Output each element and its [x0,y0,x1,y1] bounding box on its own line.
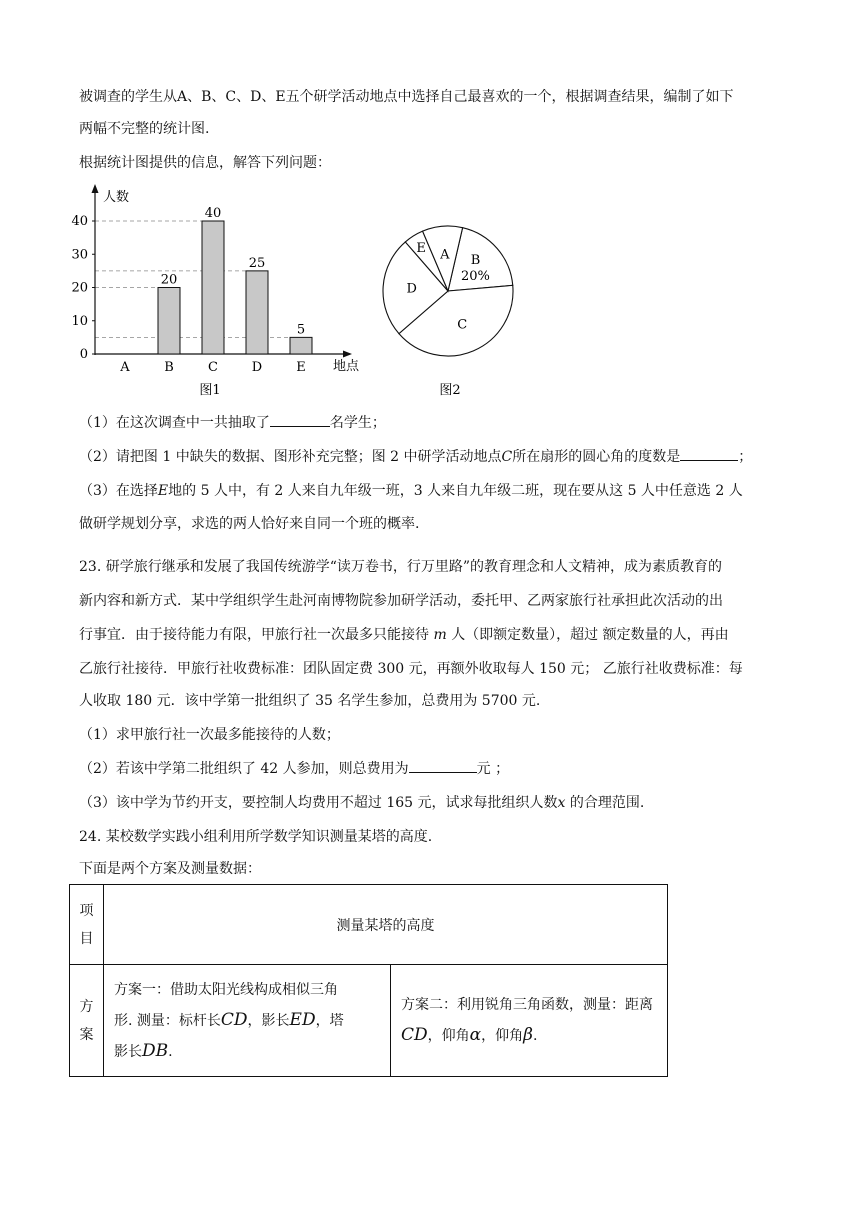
y-tick-label: 30 [71,247,88,263]
table-title: 测量某塔的高度 [104,885,668,965]
bar-data-label: 5 [296,322,306,338]
bar-chart-caption: 图1 [199,383,221,398]
pie-slice-label: A [440,247,450,263]
intro-line-1: 被调查的学生从A、B、C、D、E五个研学活动地点中选择自己最喜欢的一个，根据调查结果，编制了如下 [79,89,734,105]
q23-line-1: 23. 研学旅行继承和发展了我国传统游学“读万卷书，行万里路”的教育理念和人文精神，成为素质教育的 [79,559,723,575]
pie-slice-label: E [416,241,426,257]
bar-B [158,288,180,355]
bar-data-label: 20 [160,272,178,288]
q23-part-2: （2）若该中学第二批组织了 42 人参加，则总费用为 元 ； [79,758,509,780]
answer-blank[interactable] [270,412,330,427]
bar-category-label: C [208,360,218,375]
pie-slice-label: C [457,317,468,333]
pie-slice-value-label: 20% [461,269,490,285]
pie-slice-label: D [406,281,417,297]
pie-chart [370,220,530,400]
bar-D [246,271,268,354]
table-head-item: 项 目 [70,885,104,965]
q23-line-4: 乙旅行社接待．甲旅行社收费标准：团队固定费 300 元，再额外收取每人 150 元； 乙旅行社收费标准：每 [79,661,743,677]
bar-chart-ylabel: 人数 [103,190,130,205]
plan-one-cell: 方案一：借助太阳光线构成相似三角 形. 测量：标杆长CD，影长ED，塔 影长DB. [104,965,391,1077]
q23-line-3: 行事宜．由于接待能力有限，甲旅行社一次最多只能接待 m 人（即额定数量），超过 额定数量的人，再由 [79,627,729,643]
bar-data-label: 40 [204,206,222,221]
q22-part-1: （1）在这次调查中一共抽取了 名学生； [79,412,386,434]
pie-slice-label: B [470,253,481,269]
measurement-table [69,884,668,1077]
bar-category-label: E [296,360,306,375]
answer-blank[interactable] [409,758,477,773]
y-tick-label: 40 [71,214,88,229]
q23-part-3: （3）该中学为节约开支，要控制人均费用不超过 165 元，试求每批组织人数x 的合理范围. [79,795,645,811]
plan-two-cell: 方案二：利用锐角三角函数，测量：距离 CD，仰角α，仰角β. [391,965,668,1077]
answer-blank[interactable] [680,446,738,461]
q23-line-2: 新内容和新方式．某中学组织学生赴河南博物院参加研学活动，委托甲、乙两家旅行社承担此次活动的出 [79,593,723,609]
pie-chart-caption: 图2 [439,383,461,398]
bar-category-label: D [251,360,263,375]
bar-E [290,337,312,354]
y-tick-label: 0 [79,347,88,362]
bar-C [202,221,224,354]
q23-line-5: 人收取 180 元．该中学第一批组织了 35 名学生参加，总费用为 5700 元. [79,693,541,709]
table-head-plan: 方 案 [70,965,104,1077]
q22-part-2: （2）请把图 1 中缺失的数据、图形补充完整；图 2 中研学活动地点C所在扇形的圆心角的度数是 ； [79,446,752,468]
bar-data-label: 25 [248,255,266,271]
q24-line-1: 24. 某校数学实践小组利用所学数学知识测量某塔的高度. [79,829,433,845]
bar-chart-xlabel: 地点 [333,359,360,374]
q23-part-1: （1）求甲旅行社一次最多能接待的人数； [79,727,340,743]
q22-part-3: （3）在选择E地的 5 人中，有 2 人来自九年级一班，3 人来自九年级二班，现在要从这 5 人中任意选 2 人 [79,483,743,499]
y-tick-label: 20 [71,280,88,296]
y-tick-label: 10 [71,313,88,329]
bar-category-label: B [164,360,174,375]
bar-category-label: A [120,360,130,375]
intro-line-2: 两幅不完整的统计图. [79,121,210,137]
bar-chart [70,184,370,400]
q24-line-2: 下面是两个方案及测量数据： [79,861,261,877]
q22-part-3-line-2: 做研学规划分享，求选的两人恰好来自同一个班的概率. [79,516,420,532]
intro-line-3: 根据统计图提供的信息，解答下列问题： [79,155,331,171]
